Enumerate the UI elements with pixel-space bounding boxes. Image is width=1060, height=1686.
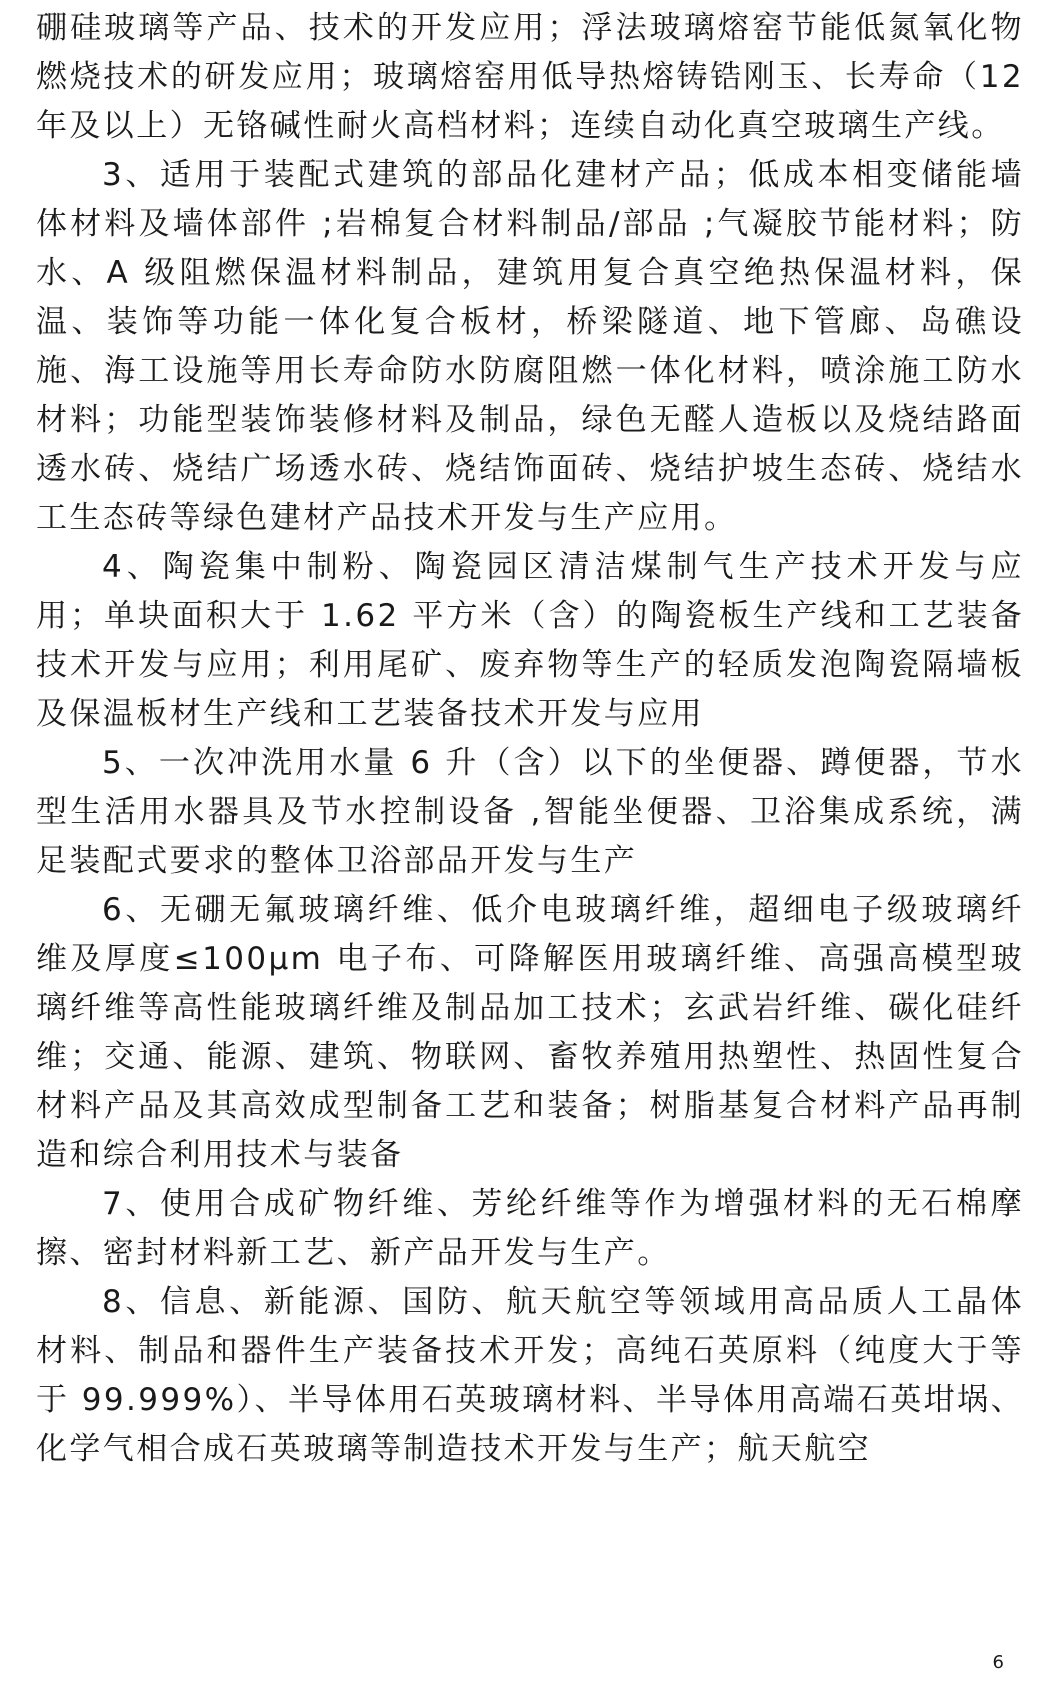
paragraph-continued: 硼硅玻璃等产品、技术的开发应用；浮法玻璃熔窑节能低氮氧化物燃烧技术的研发应用；玻璃熔窑用低导热熔铸锆刚玉、长寿命（12 年及以上）无铬碱性耐火高档材料；连续自动化真空玻璃生产线。 [36,10,1024,144]
paragraph-item-4: 4、陶瓷集中制粉、陶瓷园区清洁煤制气生产技术开发与应用；单块面积大于 1.62 平方米（含）的陶瓷板生产线和工艺装备技术开发与应用；利用尾矿、废弃物等生产的轻质发泡陶瓷隔墙板及保温板材生产线和工艺装备技术开发与应用 [36,549,1024,732]
paragraph-item-3: 3、适用于装配式建筑的部品化建材产品；低成本相变储能墙体材料及墙体部件 ;岩棉复合材料制品/部品 ;气凝胶节能材料；防水、A 级阻燃保温材料制品，建筑用复合真空绝热保温材料，保温、装饰等功能一体化复合板材，桥梁隧道、地下管廊、岛礁设施、海工设施等用长寿命防水防腐阻燃一体化材料，喷涂施工防水材料；功能型装饰装修材料及制品，绿色无醛人造板以及烧结路面透水砖、烧结广场透水砖、烧结饰面砖、烧结护坡生态砖、烧结水工生态砖等绿色建材产品技术开发与生产应用。 [36,157,1024,536]
paragraph-item-5: 5、一次冲洗用水量 6 升（含）以下的坐便器、蹲便器，节水型生活用水器具及节水控制设备 ,智能坐便器、卫浴集成系统，满足装配式要求的整体卫浴部品开发与生产 [36,745,1024,879]
paragraph-item-6: 6、无硼无氟玻璃纤维、低介电玻璃纤维，超细电子级玻璃纤维及厚度≤100μm 电子布、可降解医用玻璃纤维、高强高模型玻璃纤维等高性能玻璃纤维及制品加工技术；玄武岩纤维、碳化硅纤维；交通、能源、建筑、物联网、畜牧养殖用热塑性、热固性复合材料产品及其高效成型制备工艺和装备；树脂基复合材料产品再制造和综合利用技术与装备 [36,892,1024,1173]
paragraph-item-7: 7、使用合成矿物纤维、芳纶纤维等作为增强材料的无石棉摩擦、密封材料新工艺、新产品开发与生产。 [36,1186,1024,1271]
page-number: 6 [992,1652,1004,1673]
document-body [36,4,1024,1474]
paragraph-item-8: 8、信息、新能源、国防、航天航空等领域用高品质人工晶体材料、制品和器件生产装备技术开发；高纯石英原料（纯度大于等于 99.999%）、半导体用石英玻璃材料、半导体用高端石英坩埚、化学气相合成石英玻璃等制造技术开发与生产；航天航空 [36,1284,1024,1467]
